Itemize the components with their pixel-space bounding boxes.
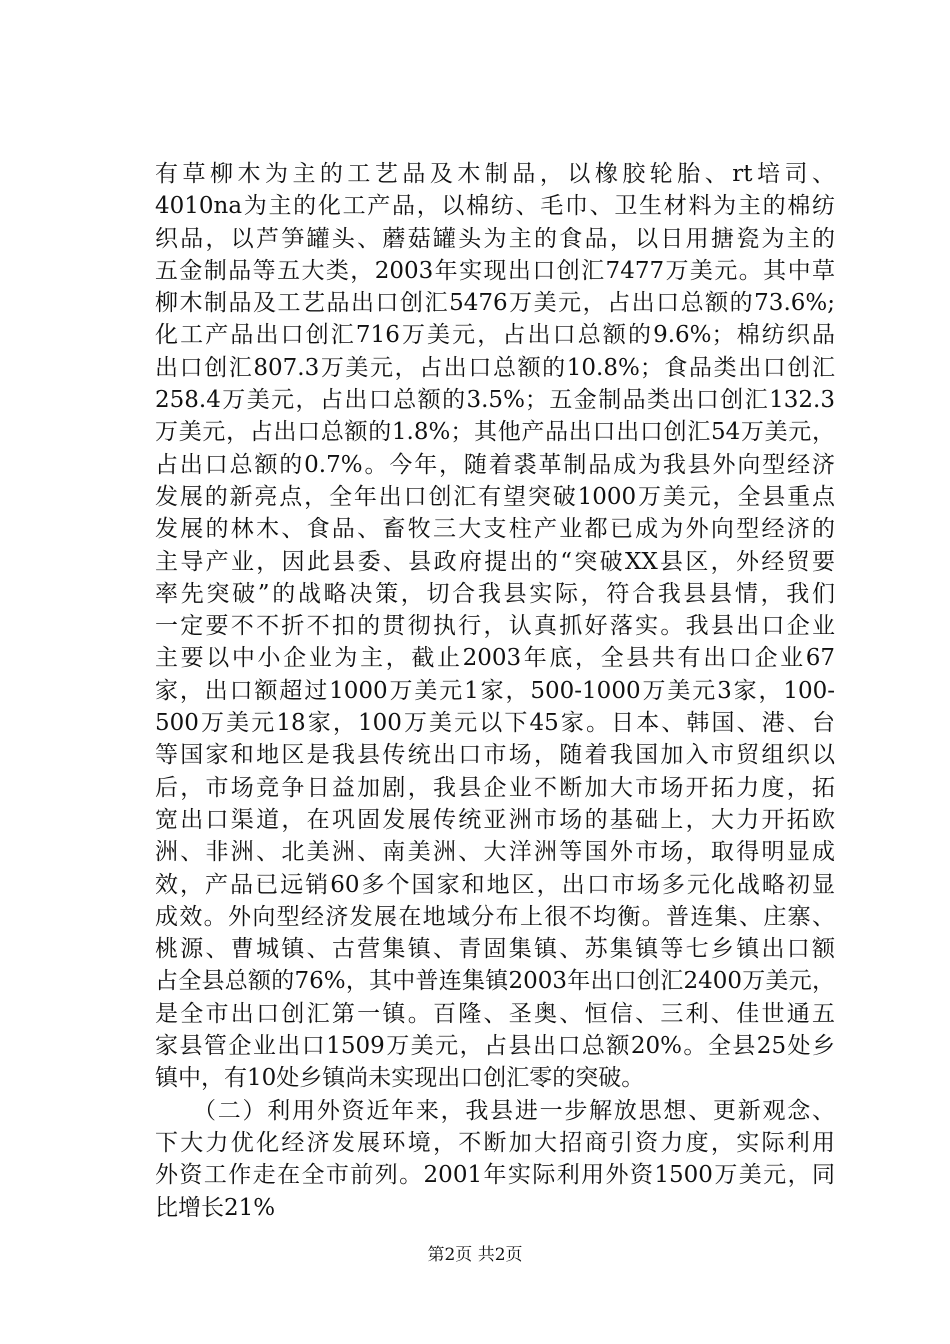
- text-line: 宽出口渠道，在巩固发展传统亚洲市场的基础上，大力开拓欧: [155, 806, 835, 833]
- text-line: 化工产品出口创汇716万美元，占出口总额的9.6%；棉纺织品: [155, 322, 835, 349]
- text-line: 率先突破”的战略决策，切合我县实际，符合我县县情，我们: [155, 580, 835, 607]
- text-line: 一定要不不折不扣的贯彻执行，认真抓好落实。我县出口企业: [155, 613, 835, 640]
- text-line: 等国家和地区是我县传统出口市场，随着我国加入市贸组织以: [155, 742, 835, 769]
- text-line: 占全县总额的76%，其中普连集镇2003年出口创汇2400万美元，: [155, 968, 835, 995]
- text-line: 500万美元18家，100万美元以下45家。日本、韩国、港、台: [155, 710, 835, 737]
- body-text: [155, 158, 835, 1224]
- text-line: 是全市出口创汇第一镇。百隆、圣奥、恒信、三利、佳世通五: [155, 1000, 835, 1027]
- text-line: 镇中，有10处乡镇尚未实现出口创汇零的突破。: [155, 1065, 645, 1092]
- text-line: 4010na为主的化工产品，以棉纺、毛巾、卫生材料为主的棉纺: [155, 193, 835, 220]
- text-line: 发展的林木、食品、畜牧三大支柱产业都已成为外向型经济的: [155, 516, 835, 543]
- text-line: 258.4万美元，占出口总额的3.5%；五金制品类出口创汇132.3: [155, 387, 835, 414]
- page-footer: 第2页 共2页: [427, 1245, 523, 1265]
- text-line: 五金制品等五大类，2003年实现出口创汇7477万美元。其中草: [155, 257, 835, 284]
- text-line: 外资工作走在全市前列。2001年实际利用外资1500万美元，同: [155, 1162, 835, 1189]
- text-line: 主导产业，因此县委、县政府提出的“突破XX县区，外经贸要: [155, 548, 835, 575]
- text-line: 家县管企业出口1509万美元，占县出口总额20%。全县25处乡: [155, 1033, 835, 1060]
- text-line: 下大力优化经济发展环境，不断加大招商引资力度，实际利用: [155, 1129, 835, 1156]
- text-line: 占出口总额的0.7%。今年，随着裘革制品成为我县外向型经济: [155, 451, 835, 478]
- text-line: 主要以中小企业为主，截止2003年底，全县共有出口企业67: [155, 645, 835, 672]
- text-line: 柳木制品及工艺品出口创汇5476万美元，占出口总额的73.6%;: [155, 290, 835, 317]
- text-line: 比增长21%: [155, 1194, 276, 1221]
- text-line: 有草柳木为主的工艺品及木制品，以橡胶轮胎、rt培司、: [155, 161, 835, 187]
- text-line: 万美元，占出口总额的1.8%；其他产品出口出口创汇54万美元，: [155, 419, 835, 446]
- text-line: 效，产品已远销60多个国家和地区，出口市场多元化战略初显: [155, 871, 835, 898]
- text-line: 织品，以芦笋罐头、蘑菇罐头为主的食品，以日用搪瓷为主的: [155, 225, 835, 252]
- text-line: 家，出口额超过1000万美元1家，500-1000万美元3家，100-: [155, 677, 835, 704]
- text-line: 后，市场竞争日益加剧，我县企业不断加大市场开拓力度，拓: [155, 774, 835, 801]
- text-line: 洲、非洲、北美洲、南美洲、大洋洲等国外市场，取得明显成: [155, 839, 835, 866]
- text-line: （二）利用外资近年来，我县进一步解放思想、更新观念、: [155, 1097, 835, 1124]
- text-line: 成效。外向型经济发展在地域分布上很不均衡。普连集、庄寨、: [155, 903, 835, 930]
- text-line: 桃源、曹城镇、古营集镇、青固集镇、苏集镇等七乡镇出口额: [155, 936, 835, 963]
- text-line: 发展的新亮点，全年出口创汇有望突破1000万美元，全县重点: [155, 483, 835, 510]
- text-line: 出口创汇807.3万美元，占出口总额的10.8%；食品类出口创汇: [155, 354, 835, 381]
